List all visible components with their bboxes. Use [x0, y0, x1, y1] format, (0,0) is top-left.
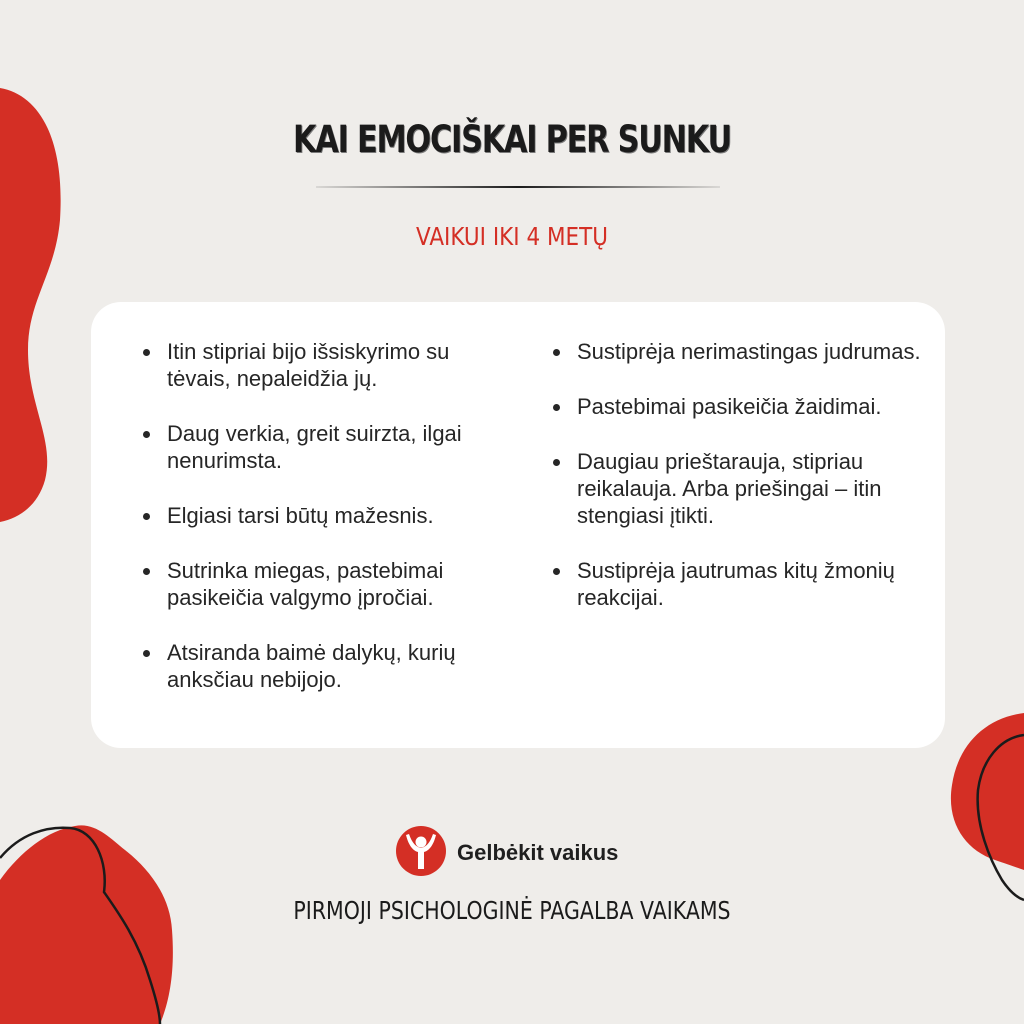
left-bullet-list [141, 338, 517, 721]
list-item: Elgiasi tarsi būtų mažesnis. [141, 502, 517, 529]
content-card [91, 302, 945, 748]
list-item: Daug verkia, greit suirzta, ilgai nenurimsta. [141, 420, 517, 474]
list-item: Atsiranda baimė dalykų, kurių anksčiau nebijojo. [141, 639, 517, 693]
list-item: Itin stipriai bijo išsiskyrimo su tėvais, nepaleidžia jų. [141, 338, 517, 392]
right-bullet-list [551, 338, 931, 639]
footer-tagline: PIRMOJI PSICHOLOGINĖ PAGALBA VAIKAMS [293, 896, 731, 925]
page-title: KAI EMOCIŠKAI PER SUNKU [293, 118, 731, 161]
list-item: Sustiprėja jautrumas kitų žmonių reakcijai. [551, 557, 931, 611]
list-item: Sustiprėja nerimastingas judrumas. [551, 338, 931, 365]
list-item: Daugiau prieštarauja, stipriau reikalauja. Arba priešingai – itin stengiasi įtikti. [551, 448, 931, 529]
list-item: Pastebimai pasikeičia žaidimai. [551, 393, 931, 420]
top-left-red-blob [0, 88, 61, 522]
page-subtitle: VAIKUI IKI 4 METŲ [416, 222, 608, 251]
title-divider [316, 186, 720, 188]
child-figure-icon [395, 825, 447, 877]
logo-text: Gelbėkit vaikus [457, 840, 619, 865]
list-item: Sutrinka miegas, pastebimai pasikeičia valgymo įpročiai. [141, 557, 517, 611]
